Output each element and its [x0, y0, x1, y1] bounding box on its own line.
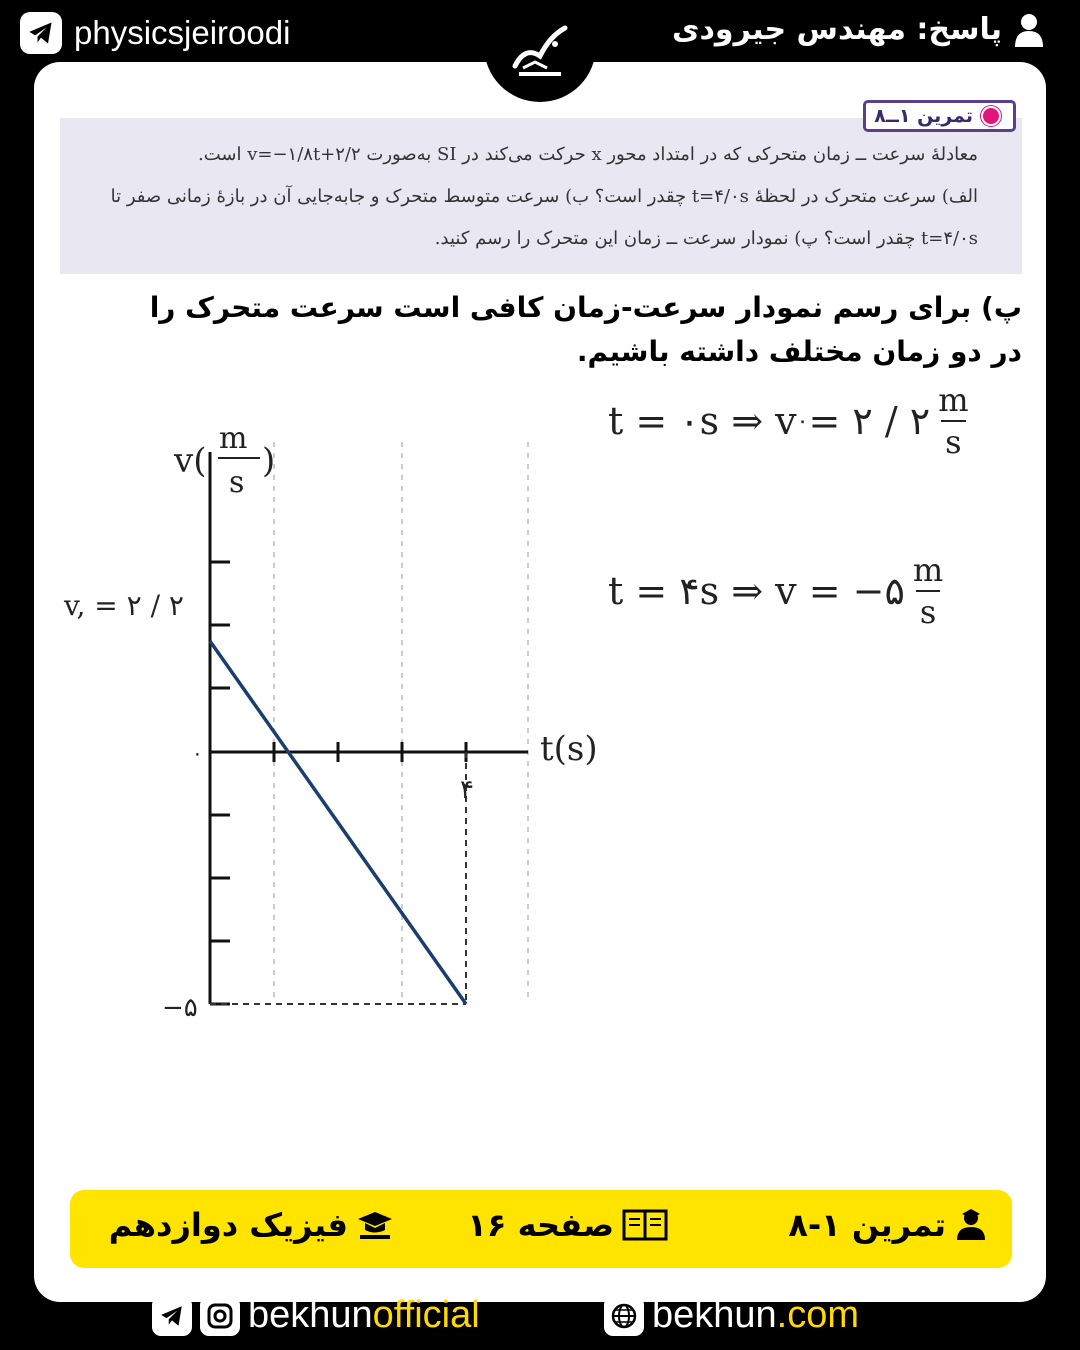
- origin-label: ۰: [192, 741, 203, 765]
- footer-page: [467, 1206, 668, 1244]
- x-axis-label: t(s): [540, 729, 598, 769]
- question-line-3: t=۴/۰s چقدر است؟ پ) نمودار سرعت ــ زمان این متحرک را رسم کنید.: [434, 228, 978, 249]
- unit-denominator: s: [916, 590, 940, 632]
- social-handle-accent: official: [372, 1294, 480, 1336]
- footer-exercise: [788, 1206, 988, 1244]
- y-axis-unit-den: s: [229, 465, 245, 500]
- y-ticks: [210, 562, 230, 1004]
- badge-label: تمرین ۱ــ۸: [874, 105, 973, 127]
- y-axis-unit-num: m: [219, 421, 248, 456]
- social-handle[interactable]: [152, 1294, 480, 1337]
- unit-denominator: s: [941, 420, 965, 462]
- equation-1-left: t = ۰s ⇒ v: [608, 399, 797, 443]
- website-link[interactable]: [604, 1294, 859, 1337]
- telegram-channel[interactable]: [20, 12, 290, 54]
- channel-name: physicsjeiroodi: [74, 14, 291, 51]
- question-line-2: الف) سرعت متحرک در لحظهٔ t=۴/۰s چقدر است؟ ب) سرعت متوسط متحرک و جابه‌جایی آن در بازهٔ زمانی صفر تا: [110, 186, 978, 207]
- equation-1-sub: ۰: [796, 408, 809, 434]
- footer-bar: [70, 1190, 1012, 1268]
- equation-1: [608, 380, 973, 462]
- website-accent: .com: [776, 1294, 860, 1336]
- y-axis-label-suffix: ): [262, 441, 276, 481]
- unit-numerator: m: [912, 551, 944, 589]
- answer-text: پ) برای رسم نمودار سرعت-زمان کافی است سرعت متحرک را در دو زمان مختلف داشته باشیم.: [149, 291, 1022, 368]
- user-icon: [1014, 13, 1044, 47]
- y-min-label: −۵: [162, 993, 198, 1023]
- telegram-icon: [20, 12, 62, 54]
- footer-book-label: فیزیک دوازدهم: [108, 1206, 348, 1244]
- author-name: پاسخ: مهندس جیرودی: [672, 12, 1002, 47]
- question-box: [60, 118, 1022, 274]
- exercise-badge: [863, 100, 1016, 132]
- velocity-time-chart: [34, 352, 614, 1052]
- footer-exercise-label: تمرین ۱-۸: [788, 1206, 946, 1244]
- website-main: bekhun: [652, 1294, 777, 1336]
- equation-2-unit: [909, 550, 947, 632]
- velocity-line: [210, 641, 466, 1004]
- student-icon: [954, 1208, 988, 1242]
- x-tick-label-4: ۴: [460, 775, 474, 805]
- footer-book: [109, 1206, 394, 1244]
- content-card: [34, 62, 1046, 1302]
- unit-numerator: m: [938, 381, 969, 419]
- equation-2-text: t = ۴s ⇒ v = −۵: [608, 569, 905, 613]
- social-handle-text: [248, 1294, 480, 1337]
- instagram-icon: [200, 1296, 240, 1336]
- question-line-1: معادلهٔ سرعت ــ زمان متحرکی که در امتداد محور x حرکت می‌کند در SI به‌صورت v=−۱/۸t+۲/۲ است.: [198, 144, 978, 165]
- footer-page-label: صفحه ۱۶: [467, 1206, 614, 1244]
- author-credit: [672, 12, 1044, 47]
- v0-label: v, = ۲ / ۲: [64, 589, 184, 622]
- book-icon: [622, 1208, 668, 1242]
- chart-grid: [274, 442, 528, 1002]
- y-axis-label-prefix: v(: [174, 441, 207, 481]
- globe-icon: [604, 1296, 644, 1336]
- equation-2: [608, 550, 947, 632]
- telegram-icon: [152, 1296, 192, 1336]
- bottom-bar: [0, 1290, 1080, 1350]
- website-text: [652, 1294, 859, 1337]
- equation-1-unit: [934, 380, 972, 462]
- badge-dot-icon: [981, 106, 1001, 126]
- graduation-cap-icon: [356, 1209, 394, 1241]
- equation-1-right: = ۲ / ۲: [808, 399, 931, 443]
- social-handle-main: bekhun: [248, 1294, 373, 1336]
